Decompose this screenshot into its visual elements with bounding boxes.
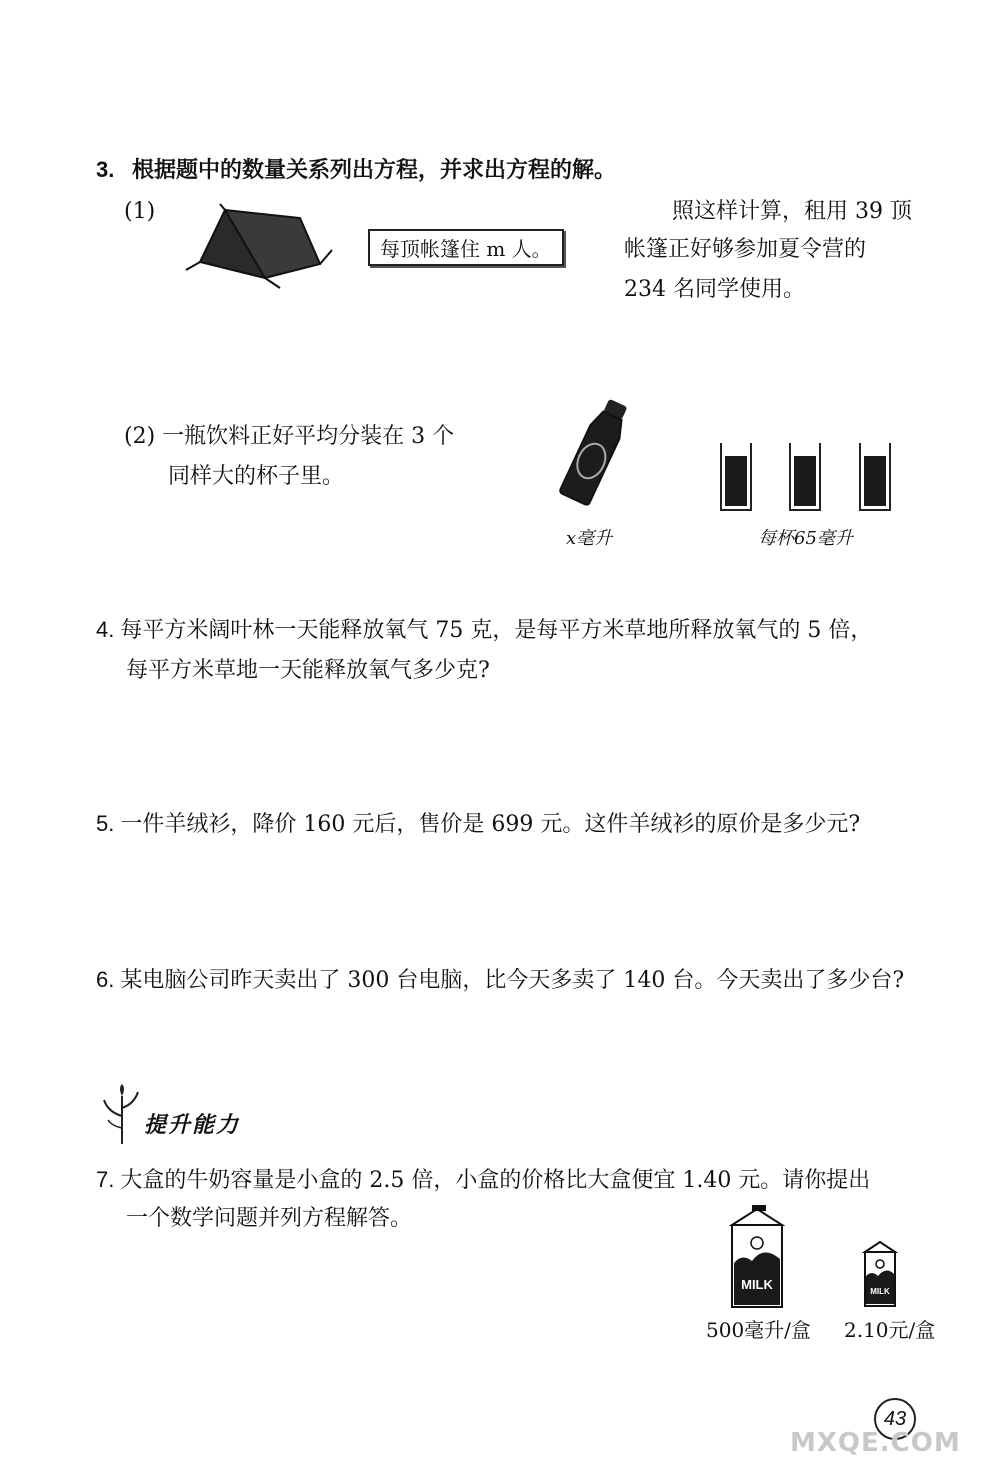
q7-number: 7. — [96, 1167, 115, 1192]
page-number: 43 — [883, 1407, 907, 1430]
q3-number: 3. — [96, 157, 115, 182]
q6-number: 6. — [96, 967, 115, 992]
sprout-icon — [100, 1082, 144, 1146]
cup-2 — [789, 443, 821, 511]
big-milk-carton-icon — [722, 1205, 792, 1309]
q4-line2: 每平方米草地一天能释放氧气多少克? — [126, 658, 490, 683]
q3-title: 根据题中的数量关系列出方程，并求出方程的解。 — [132, 157, 617, 183]
watermark-text: MXQE.COM — [790, 1428, 961, 1458]
q7-text-1: 大盒的牛奶容量是小盒的 2.5 倍，小盒的价格比大盒便宜 1.40 元。请你提出 — [120, 1168, 871, 1193]
q5-text: 一件羊绒衫，降价 160 元后，售价是 699 元。这件羊绒衫的原价是多少元? — [120, 812, 861, 837]
q3-p2-line1: (2) 一瓶饮料正好平均分装在 3 个 — [124, 424, 455, 449]
small-milk-text: MILK — [870, 1287, 890, 1296]
big-milk-label: 500毫升/盒 — [706, 1318, 811, 1342]
q3-p2-line2: 同样大的杯子里。 — [168, 464, 345, 489]
small-milk-label: 2.10元/盒 — [844, 1318, 936, 1342]
q4-number: 4. — [96, 617, 115, 642]
bottle-volume-note: x毫升 — [566, 528, 613, 549]
q6-text: 某电脑公司昨天卖出了 300 台电脑，比今天多卖了 140 台。今天卖出了多少台? — [120, 968, 905, 993]
q5-line1 — [96, 804, 860, 845]
small-milk-carton-icon — [860, 1240, 900, 1308]
bottle-illustration — [556, 396, 636, 506]
cup-volume-note: 每杯65毫升 — [758, 528, 853, 549]
q4-line1 — [96, 610, 872, 651]
q3-p1-label: (1) — [124, 199, 156, 224]
q4-text-1: 每平方米阔叶林一天能释放氧气 75 克，是每平方米草地所释放氧气的 5 倍， — [120, 618, 873, 643]
q3-p1-line2: 帐篷正好够参加夏令营的 — [624, 237, 867, 262]
q5-number: 5. — [96, 811, 115, 836]
tent-capacity-box: 每顶帐篷住 m 人。 — [368, 229, 564, 266]
q6-line1 — [96, 960, 904, 1001]
q7-line1 — [96, 1160, 870, 1201]
section-title: 提升能力 — [144, 1113, 241, 1138]
cup-1 — [720, 443, 752, 511]
q3-p1-line3: 234 名同学使用。 — [624, 277, 805, 302]
q3-p1-line1: 照这样计算，租用 39 顶 — [672, 199, 912, 224]
cup-3 — [859, 443, 891, 511]
q7-line2: 一个数学问题并列方程解答。 — [126, 1206, 413, 1231]
q3-heading — [96, 150, 616, 190]
tent-illustration — [180, 200, 340, 292]
big-milk-text: MILK — [741, 1277, 773, 1292]
